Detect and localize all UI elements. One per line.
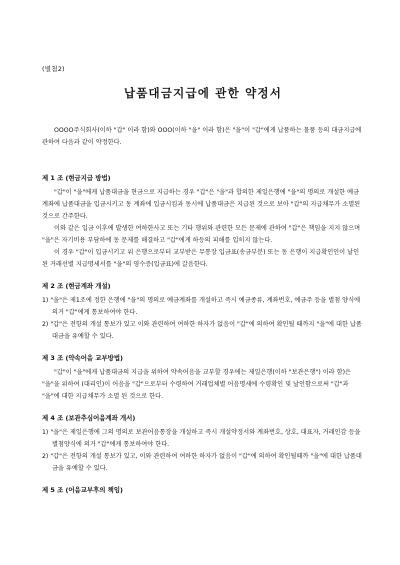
section-item: 2) "갑"은 전항의 개설 통보가 있고, 이와 관련하여 여하한 하자가 없음이 "갑"에 의하여 확인될때까 "을"에 대한 납품대금을 유예할 수 있다.	[42, 453, 362, 472]
section-item: 1) "을"은 제일은행에 그의 명의로 보관어음통장을 개설하고 즉시 개설약정서와 계좌번호, 상호, 대표자, 거래인감 등을 별첨양식에 의거 "갑"에게 통보하여야 한다.	[42, 429, 361, 448]
section-article-5	[42, 485, 364, 494]
section-article-1	[42, 173, 364, 271]
section-heading: 제 3 조 (약속어음 교부방법)	[42, 354, 123, 362]
section-heading: 제 4 조 (보관추심어음계좌 개서)	[42, 414, 136, 422]
attachment-tag: (별첨2)	[42, 65, 65, 73]
document-title: 납품대금지급에 관한 약정서	[123, 86, 283, 100]
section-heading: 제 2 조 (현금계좌 개설)	[42, 282, 111, 290]
section-paragraph: 이 경우 "갑"이 입금시키고 위 은행으로부터 교부받은 무통장 입금표(송금부분) 또는 동 은행이 지급확인인이 날인된 거래선별 지급명세서를 "을"의 영수증(입금표)에 갈음한다.	[42, 249, 360, 268]
section-item: 1) "을"은 제1조에 정한 은행에 "을"의 명의로 예금계좌를 개설하고 즉시 예금종류, 계좌번호, 예금주 등을 별첨 양식에 의거 "갑"에게 통보하여야 한다.	[42, 297, 361, 316]
section-item: 2) "갑"은 전항의 개설 통보가 있고 이와 관련하여 여하한 하자가 없음이 "갑"에 의하여 확인될 때까지 "을"에 대한 납품대금을 유예할 수 있다.	[42, 321, 362, 340]
intro-paragraph: OOOO주식회사(이하 "갑" 이라 함)와 OOO(이하 "을" 이라 함)은 "을"이 "갑"에게 납품하는 물품 등의 대금지급에 관하여 다음과 같이 약정한다.	[42, 127, 362, 146]
section-paragraph: "갑"이 "을"에게 납품대금의 지급을 위하여 약속어음을 교부할 경우에는 제일은행(이하 "보관은행") 이라 함)은 "을"을 위하여 (대리인)이 어음을 "갑"으로부터 수령하여 거래업체별 어음명세에 수령확인 및 날인함으로써 "갑"과 "을"에 대한 지급채무가 소멸 된 것으로 한다.	[42, 369, 351, 400]
section-heading: 제 1 조 (현금지급 방법)	[42, 174, 111, 182]
section-article-2	[42, 281, 364, 343]
section-paragraph: "갑"이 "을"에게 납품대금을 현금으로 지급하는 경우 "갑"은 "을"과 합의한 제일은행에 "을"의 명의로 개설한 예금계좌에 납품대금을 입금시키고 동 계좌에 입금시킴과 동시에 납품대금은 지급된 것으로 보아 "갑"의 지급채무가 소멸된 것으로 간주한다.	[42, 189, 361, 220]
section-article-4	[42, 413, 364, 475]
section-paragraph: 이와 같은 입금 이후에 발생한 여하한사고 또는 기타 행위와 관련한 모든 문제에 관하여 "갑"은 책임을 지지 않으며 "을"은 자기비용 부담하에 동 문제를 해결하고 "갑"에게 하등의 피해를 입히지 않는다.	[42, 225, 361, 244]
section-heading: 제 5 조 (어음교부후의 책임)	[42, 486, 123, 494]
section-article-3	[42, 353, 364, 403]
